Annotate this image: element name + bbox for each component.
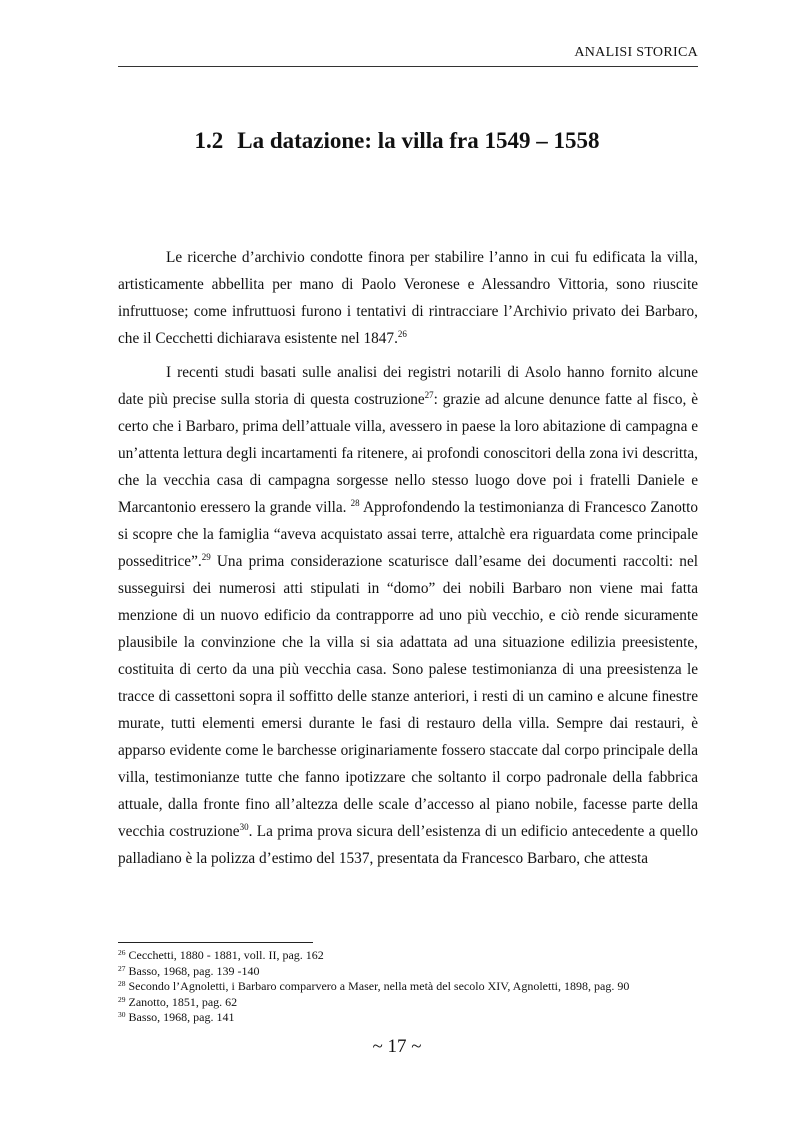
footnote-text: Basso, 1968, pag. 141: [128, 1010, 235, 1024]
footnote-ref: 26: [397, 329, 407, 339]
body-text: [118, 244, 698, 879]
footnote-ref: 28: [350, 498, 360, 508]
section-heading: [0, 128, 794, 154]
footnote-text: Zanotto, 1851, pag. 62: [128, 994, 238, 1009]
paragraph-text: Le ricerche d’archivio condotte finora per stabilire l’anno in cui fu edificata la villa, artisticamente abbellita per mano di Paolo Veronese e Alessandro Vittoria, sono riuscite infruttuose; come infruttuosi furono i tentativi di rintracciare l’Archivio privato dei Barbaro, che il Cecchetti dichiarava esistente nel 1847.: [118, 249, 698, 347]
paragraph-text: . La prima prova sicura dell’esistenza di un edificio antecedente a quello palladiano è la polizza d’estimo del 1537, presentata da Francesco Barbaro, che attesta: [118, 823, 698, 867]
footnote-number: 26: [118, 948, 126, 957]
footnote-item: [118, 948, 718, 964]
footnote-item: [118, 979, 718, 995]
footnote-divider: [118, 942, 313, 943]
paragraph-1: [118, 244, 698, 352]
page-number: ~ 17 ~: [372, 1036, 422, 1057]
footnote-number: 27: [118, 963, 126, 973]
paragraph-2: [118, 359, 698, 872]
paragraph-text: I recenti studi basati sulle analisi dei registri notarili di Asolo hanno fornito alcune date più precise sulla storia di questa costruzione: [118, 364, 698, 408]
footnote-ref: 30: [239, 822, 249, 832]
header-divider: [118, 66, 698, 67]
footnote-number: 30: [118, 1010, 126, 1019]
footnote-number: 28: [118, 979, 126, 988]
paragraph-text: Una prima considerazione scaturisce dall’esame dei documenti raccolti: nel susseguirsi dei numerosi atti stipulati in “domo” dei nobili Barbaro non viene mai fatta menzione di un nuovo edificio da contrapporre ad uno più vecchio, e ciò rende sicuramente plausibile la convinzione che la villa si sia adattata ad una situazione edilizia preesistente, costituita di certo da una più vecchia casa. Sono palese testimonianza di una preesistenza le tracce di cassettoni sopra il soffitto delle stanze anteriori, i resti di un camino e alcune finestre murate, tutti elementi emersi durante le fasi di restauro della villa. Sempre dai restauri, è apparso evidente come le barchesse originariamente fossero staccate dal corpo principale della villa, testimonianze tutte che fanno ipotizzare che soltanto il corpo padronale della fabbrica attuale, dalla fronte fino all’altezza delle scale d’accesso al piano nobile, facesse parte della vecchia costruzione: [118, 553, 698, 840]
paragraph-text: : grazie ad alcune denunce fatte al fisco, è certo che i Barbaro, prima dell’attuale villa, avessero in paese la loro abitazione di campagna e un’attenta lettura degli incartamenti fa ritenere, ai profondi conoscitori della zona ivi descritta, che la vecchia casa di campagna sorgesse nello stesso luogo dove poi i fratelli Daniele e Marcantonio eressero la grande villa.: [118, 391, 698, 516]
footnote-ref: 29: [201, 552, 211, 562]
footnote-text: Cecchetti, 1880 - 1881, voll. II, pag. 162: [128, 948, 324, 962]
footnote-ref: 27: [424, 390, 434, 400]
paragraph-text: Approfondendo la testimonianza di Francesco Zanotto si scopre che la famiglia “aveva acquistato assai terre, attalchè era riguardata come principale posseditrice”.: [118, 499, 698, 570]
footnote-number: 29: [118, 994, 126, 1004]
footnote-item: [118, 1010, 718, 1026]
footnote-text: Secondo l’Agnoletti, i Barbaro comparvero a Maser, nella metà del secolo XIV, Agnoletti, 1898, pag. 90: [128, 979, 630, 993]
footnotes: [118, 948, 718, 1026]
footnote-item: [118, 995, 718, 1011]
running-header: ANALISI STORICA: [574, 45, 698, 60]
section-number: 1.2: [194, 128, 224, 153]
footnote-text: Basso, 1968, pag. 139 -140: [128, 963, 260, 978]
section-title: La datazione: la villa fra 1549 – 1558: [237, 128, 600, 153]
footnote-item: [118, 964, 718, 980]
